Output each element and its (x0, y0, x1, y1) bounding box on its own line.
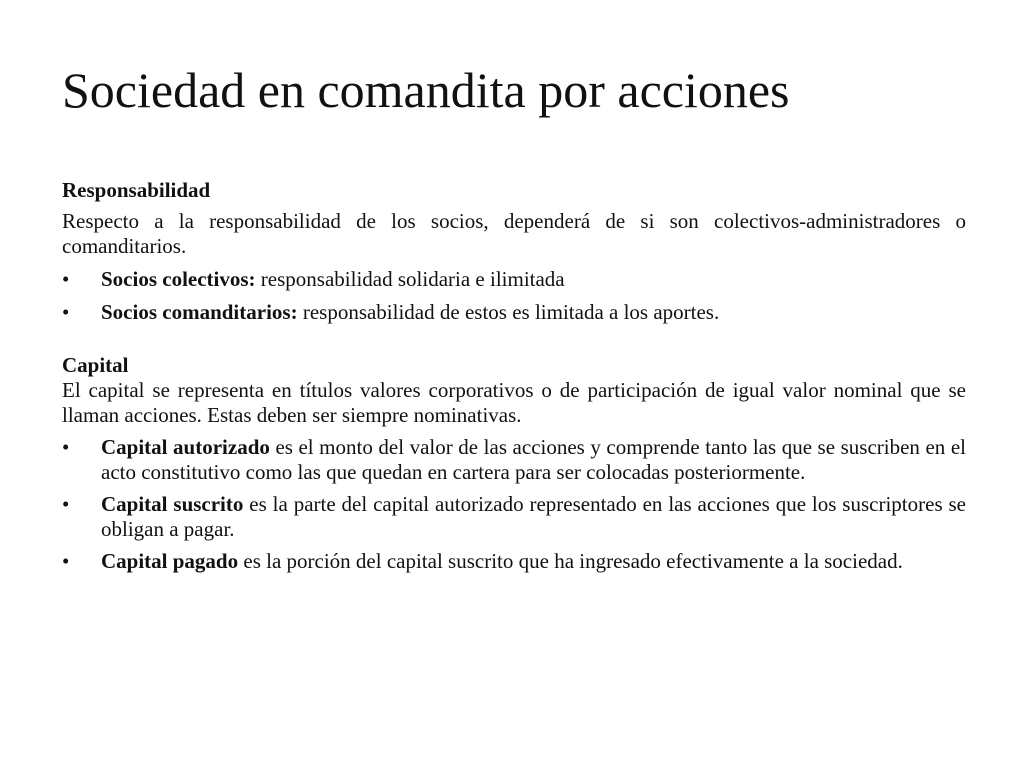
bullet-text: es el monto del valor de las acciones y comprende tanto las que se suscriben en el acto constitutivo como las que quedan en cartera para ser colocadas posteriormente. (101, 435, 966, 484)
slide-title: Sociedad en comandita por acciones (62, 62, 790, 118)
bullet-icon: • (62, 300, 70, 324)
bullet-socios-comanditarios (62, 300, 966, 325)
slide-body (62, 178, 966, 581)
bullet-term: Socios colectivos: (101, 267, 256, 291)
capital-bullet-list (62, 435, 966, 574)
bullet-icon: • (62, 435, 70, 459)
bullet-term: Socios comanditarios: (101, 300, 298, 324)
section-heading-responsabilidad: Responsabilidad (62, 178, 211, 202)
bullet-text: es la porción del capital suscrito que ha ingresado efectivamente a la sociedad. (238, 549, 903, 573)
responsabilidad-bullet-list (62, 267, 966, 325)
section-heading-capital: Capital (62, 353, 129, 377)
section-responsabilidad (62, 178, 966, 325)
bullet-icon: • (62, 492, 70, 516)
bullet-term: Capital pagado (101, 549, 239, 573)
bullet-term: Capital autorizado (101, 435, 270, 459)
responsabilidad-paragraph: Respecto a la responsabilidad de los socios, dependerá de si son colectivos-administradores o comanditarios. (62, 209, 966, 258)
bullet-icon: • (62, 549, 70, 573)
bullet-capital-suscrito (62, 492, 966, 542)
bullet-capital-pagado (62, 549, 966, 574)
bullet-socios-colectivos (62, 267, 966, 292)
bullet-capital-autorizado (62, 435, 966, 485)
bullet-term: Capital suscrito (101, 492, 244, 516)
bullet-text: es la parte del capital autorizado representado en las acciones que los suscriptores se obligan a pagar. (101, 492, 966, 541)
capital-paragraph: El capital se representa en títulos valores corporativos o de participación de igual valor nominal que se llaman acciones. Estas deben ser siempre nominativas. (62, 378, 966, 427)
bullet-text: responsabilidad de estos es limitada a los aportes. (297, 300, 720, 324)
section-capital (62, 353, 966, 574)
bullet-text: responsabilidad solidaria e ilimitada (255, 267, 565, 291)
bullet-icon: • (62, 267, 70, 291)
